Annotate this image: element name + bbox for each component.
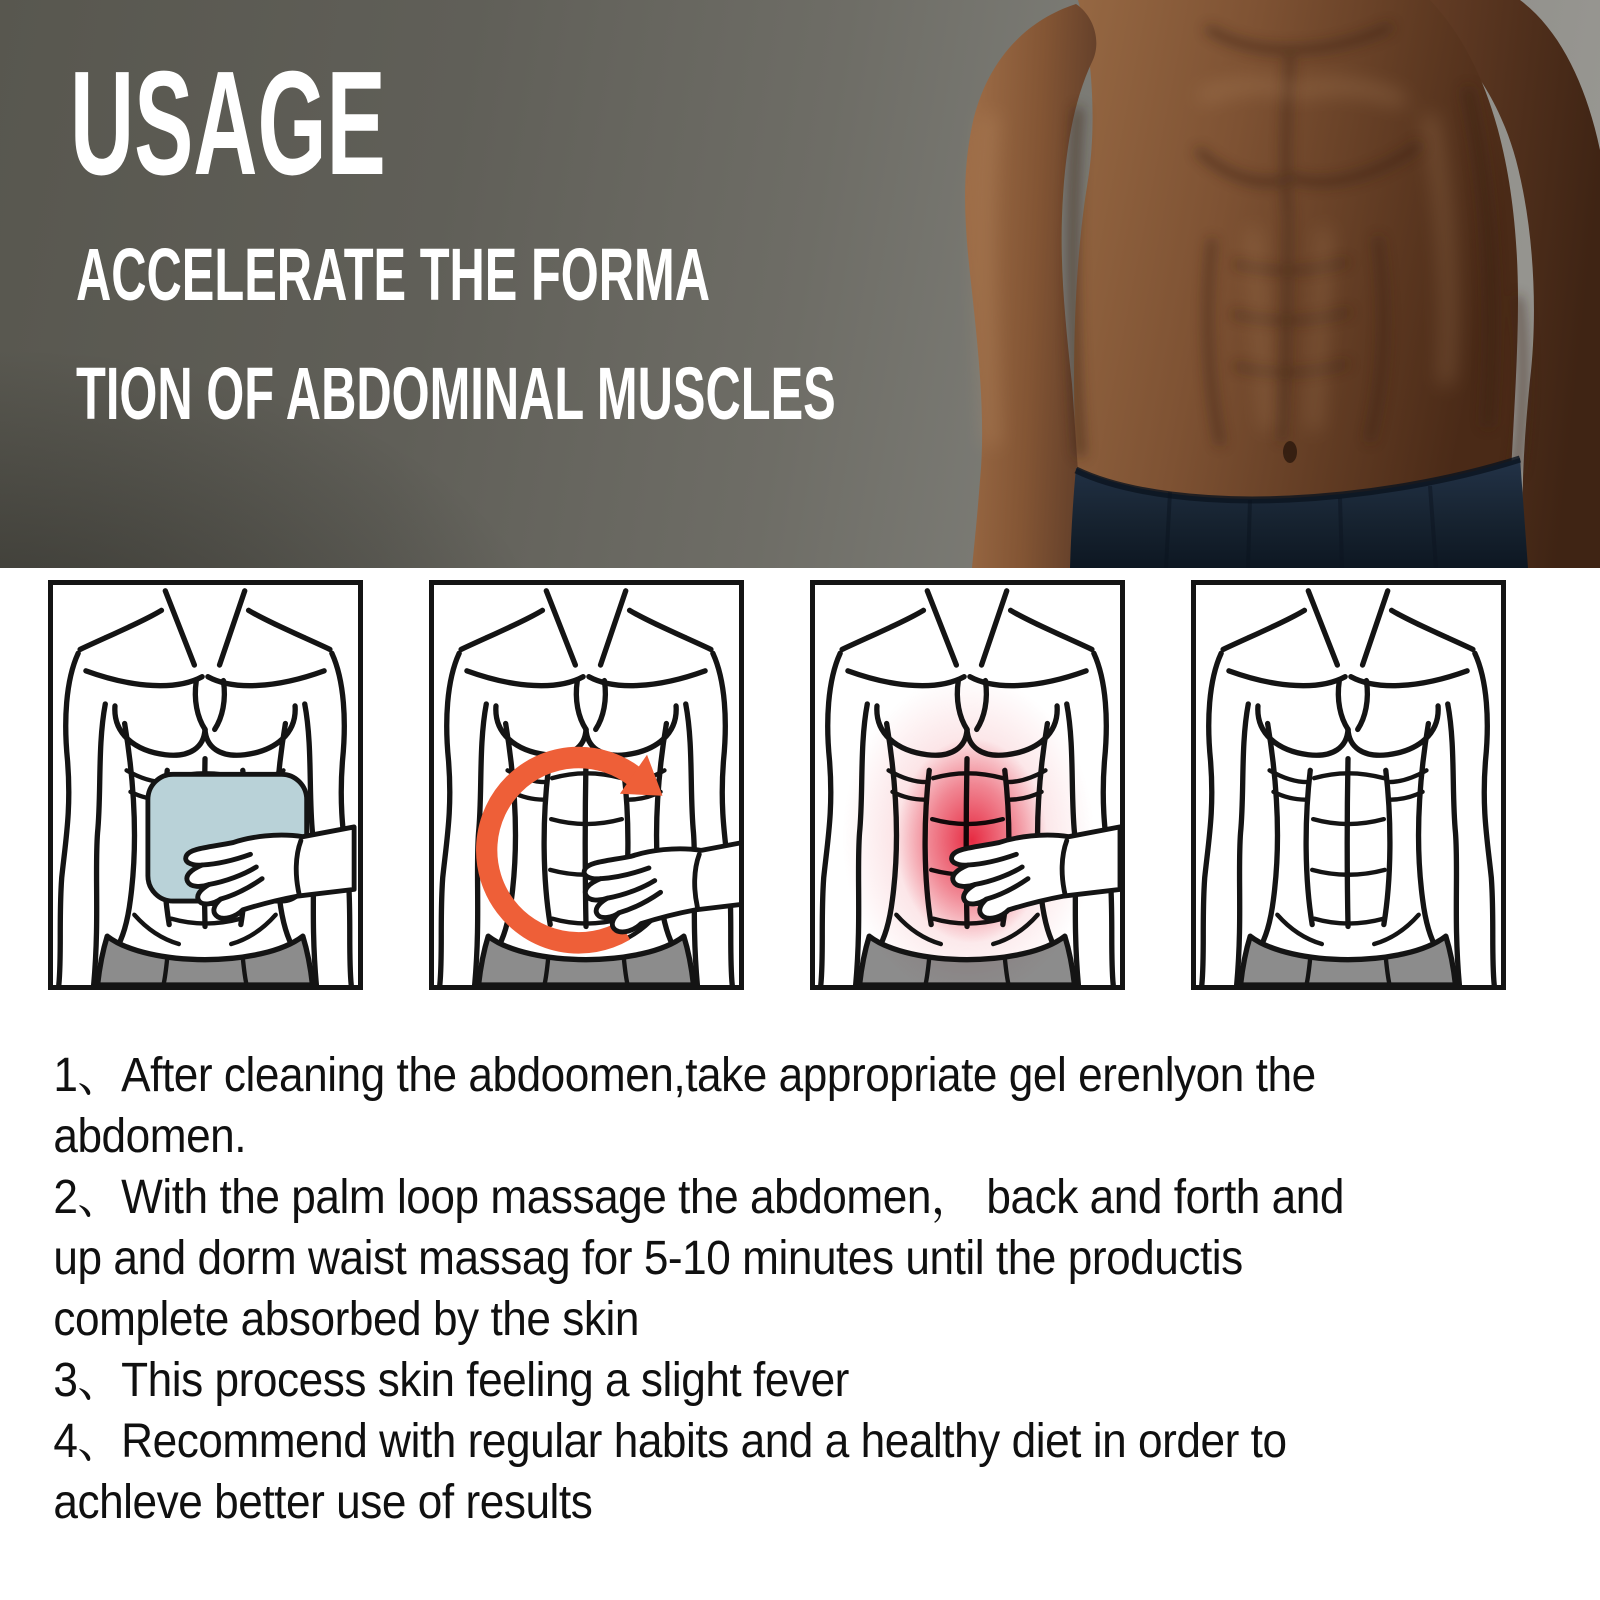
warm-absorption-illustration (815, 585, 1120, 985)
subtitle-line-2: TION OF ABDOMINAL MUSCLES (76, 352, 836, 435)
apply-gel-illustration (53, 585, 358, 985)
step-4-panel (1191, 580, 1506, 990)
instruction-line: 1、After cleaning the abdoomen,take appropriate gel erenlyon the (53, 1049, 1316, 1102)
instructions-text-block (0, 1045, 1599, 1533)
instruction-line: 4、Recommend with regular habits and a healthy diet in order to (53, 1415, 1287, 1468)
toned-abs-illustration (1196, 585, 1501, 985)
hand-shape (584, 841, 739, 932)
page-title: USAGE (70, 41, 386, 206)
step-1-panel (48, 580, 363, 990)
step-3-panel (810, 580, 1125, 990)
red-glow-shape (842, 676, 1094, 985)
instruction-line: 3、This process skin feeling a slight fever (53, 1354, 849, 1407)
instruction-line: achleve better use of results (53, 1476, 593, 1529)
instruction-line: 2、With the palm loop massage the abdomen， back and forth and (53, 1171, 1344, 1224)
muscular-torso-photo (870, 0, 1600, 568)
step-2-panel (429, 580, 744, 990)
hero-banner (0, 0, 1600, 568)
instruction-line: abdomen. (53, 1110, 247, 1163)
circular-massage-illustration (434, 585, 739, 985)
subtitle-line-1: ACCELERATE THE FORMA (76, 233, 710, 316)
usage-steps-row (48, 580, 1552, 990)
instruction-line: up and dorm waist massag for 5-10 minutes until the productis (53, 1232, 1243, 1285)
instruction-line: complete absorbed by the skin (53, 1293, 639, 1346)
